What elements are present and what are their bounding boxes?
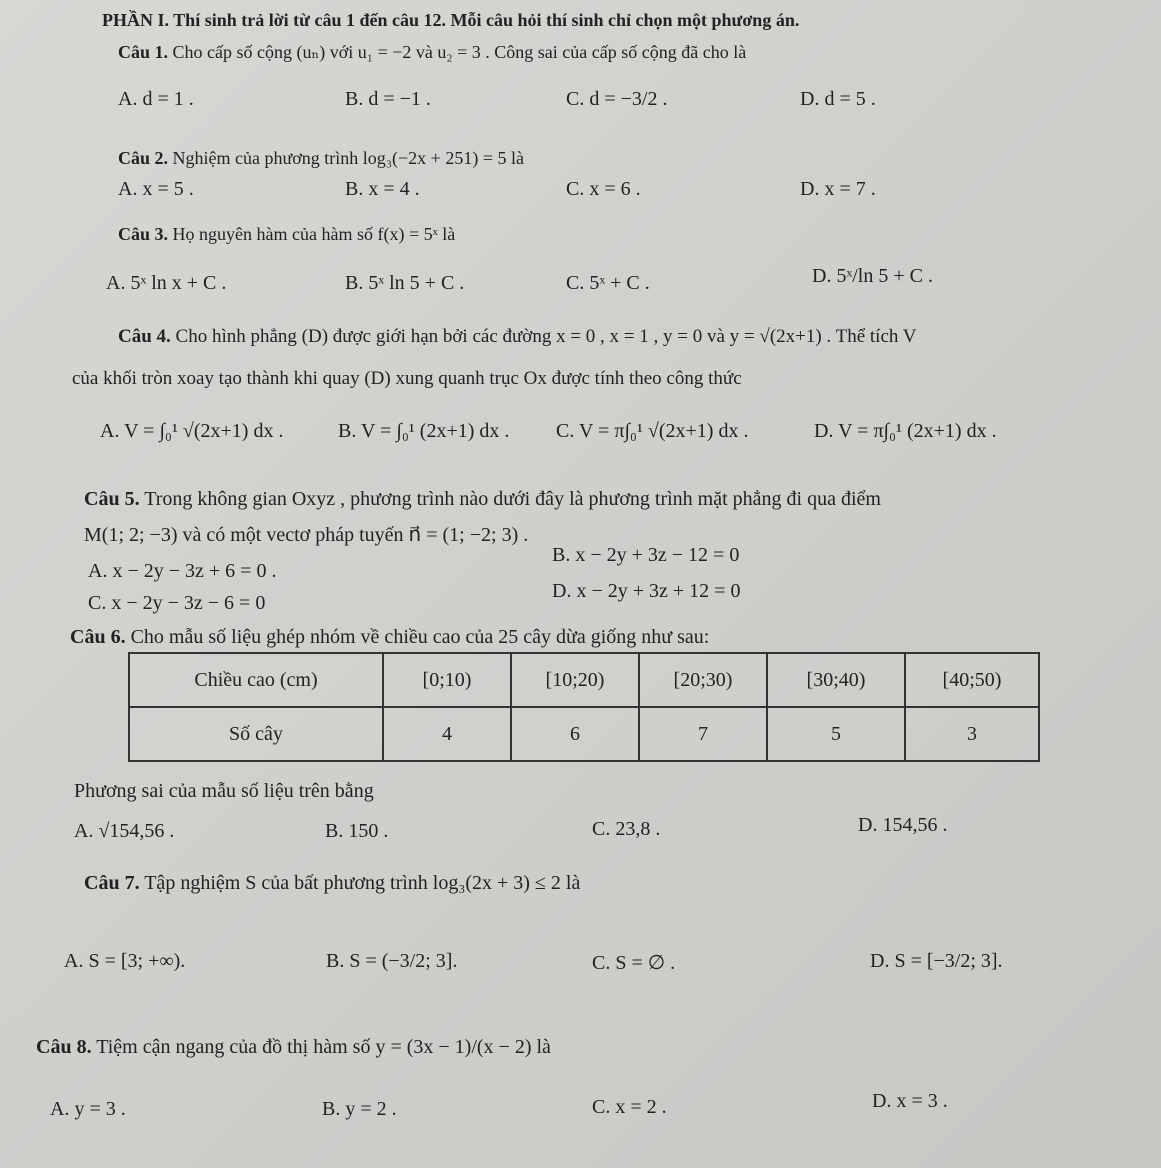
q7-option-c[interactable]: C. S = ∅ . bbox=[592, 952, 676, 974]
table-cell: 7 bbox=[639, 707, 767, 761]
question-label: Câu 5. bbox=[84, 488, 140, 510]
question-text: Tập nghiệm S của bất phương trình log₃(2x + 3) ≤ 2 là bbox=[144, 872, 581, 894]
q3-option-c[interactable]: C. 5ˣ + C . bbox=[566, 272, 650, 294]
q4-option-a[interactable]: A. V = ∫₀¹ √(2x+1) dx . bbox=[100, 420, 284, 442]
section-header: PHẦN I. Thí sinh trả lời từ câu 1 đến câu 12. Mỗi câu hỏi thí sinh chỉ chọn một phương án. bbox=[102, 10, 800, 30]
q5-option-b[interactable]: B. x − 2y + 3z − 12 = 0 bbox=[552, 544, 740, 566]
table-header-cell: [30;40) bbox=[767, 653, 905, 707]
q5-option-d[interactable]: D. x − 2y + 3z + 12 = 0 bbox=[552, 580, 741, 602]
q4-option-b[interactable]: B. V = ∫₀¹ (2x+1) dx . bbox=[338, 420, 510, 442]
question-label: Câu 7. bbox=[84, 872, 140, 894]
q7-option-d[interactable]: D. S = [−3/2; 3]. bbox=[870, 950, 1003, 972]
table-row bbox=[129, 653, 1039, 707]
question-5 bbox=[84, 488, 881, 511]
q5-option-c[interactable]: C. x − 2y − 3z − 6 = 0 bbox=[88, 592, 266, 614]
question-label: Câu 4. bbox=[118, 326, 171, 347]
q8-option-a[interactable]: A. y = 3 . bbox=[50, 1098, 126, 1120]
q8-option-b[interactable]: B. y = 2 . bbox=[322, 1098, 397, 1120]
q8-option-c[interactable]: C. x = 2 . bbox=[592, 1096, 667, 1118]
data-table bbox=[128, 652, 1040, 762]
q3-option-d[interactable]: D. 5ˣ/ln 5 + C . bbox=[812, 265, 933, 287]
q1-option-b[interactable]: B. d = −1 . bbox=[345, 88, 431, 110]
q2-option-b[interactable]: B. x = 4 . bbox=[345, 178, 420, 200]
question-4-line2: của khối tròn xoay tạo thành khi quay (D) xung quanh trục Ox được tính theo công thức bbox=[72, 368, 742, 389]
question-label: Câu 3. bbox=[118, 224, 169, 244]
question-6 bbox=[70, 626, 709, 649]
q6-option-b[interactable]: B. 150 . bbox=[325, 820, 389, 842]
table-cell: 5 bbox=[767, 707, 905, 761]
q1-option-a[interactable]: A. d = 1 . bbox=[118, 88, 194, 110]
q5-option-a[interactable]: A. x − 2y − 3z + 6 = 0 . bbox=[88, 560, 277, 582]
table-cell: 3 bbox=[905, 707, 1039, 761]
question-text: Họ nguyên hàm của hàm số f(x) = 5ˣ là bbox=[172, 224, 456, 244]
q3-option-a[interactable]: A. 5ˣ ln x + C . bbox=[106, 272, 227, 294]
question-label: Câu 8. bbox=[36, 1036, 92, 1058]
question-text: Cho hình phẳng (D) được giới hạn bởi các đường x = 0 , x = 1 , y = 0 và y = √(2x+1) . Thể tích V bbox=[175, 326, 917, 347]
question-3 bbox=[118, 224, 455, 245]
question-2 bbox=[118, 148, 524, 169]
q7-option-a[interactable]: A. S = [3; +∞). bbox=[64, 950, 186, 972]
q2-option-d[interactable]: D. x = 7 . bbox=[800, 178, 876, 200]
question-6-line2: Phương sai của mẫu số liệu trên bằng bbox=[74, 780, 374, 802]
table-header-cell: Chiều cao (cm) bbox=[129, 653, 383, 707]
question-text: Trong không gian Oxyz , phương trình nào dưới đây là phương trình mặt phẳng đi qua điểm bbox=[144, 488, 881, 510]
question-text: Tiệm cận ngang của đồ thị hàm số y = (3x − 1)/(x − 2) là bbox=[96, 1036, 551, 1058]
question-label: Câu 2. bbox=[118, 148, 169, 168]
q6-option-a[interactable]: A. √154,56 . bbox=[74, 820, 175, 842]
table-cell: Số cây bbox=[129, 707, 383, 761]
q8-option-d[interactable]: D. x = 3 . bbox=[872, 1090, 948, 1112]
question-4 bbox=[118, 326, 917, 348]
question-label: Câu 1. bbox=[118, 42, 169, 62]
q1-option-c[interactable]: C. d = −3/2 . bbox=[566, 88, 668, 110]
table-header-cell: [0;10) bbox=[383, 653, 511, 707]
table-cell: 6 bbox=[511, 707, 639, 761]
q2-option-a[interactable]: A. x = 5 . bbox=[118, 178, 194, 200]
question-1 bbox=[118, 42, 746, 63]
question-text: Nghiệm của phương trình log₃(−2x + 251) = 5 là bbox=[172, 148, 524, 168]
question-7 bbox=[84, 872, 580, 895]
table-header-cell: [40;50) bbox=[905, 653, 1039, 707]
table-row bbox=[129, 707, 1039, 761]
q6-option-d[interactable]: D. 154,56 . bbox=[858, 814, 948, 836]
question-label: Câu 6. bbox=[70, 626, 126, 648]
q7-option-b[interactable]: B. S = (−3/2; 3]. bbox=[326, 950, 458, 972]
q3-option-b[interactable]: B. 5ˣ ln 5 + C . bbox=[345, 272, 465, 294]
question-5-line2: M(1; 2; −3) và có một vectơ pháp tuyến n⃗ = (1; −2; 3) . bbox=[84, 524, 529, 546]
q1-option-d[interactable]: D. d = 5 . bbox=[800, 88, 876, 110]
q2-option-c[interactable]: C. x = 6 . bbox=[566, 178, 641, 200]
question-text: Cho cấp số cộng (uₙ) với u₁ = −2 và u₂ = 3 . Công sai của cấp số cộng đã cho là bbox=[172, 42, 747, 62]
q6-option-c[interactable]: C. 23,8 . bbox=[592, 818, 661, 840]
question-text: Cho mẫu số liệu ghép nhóm về chiều cao của 25 cây dừa giống như sau: bbox=[130, 626, 710, 648]
question-8 bbox=[36, 1036, 551, 1059]
table-header-cell: [20;30) bbox=[639, 653, 767, 707]
table-header-cell: [10;20) bbox=[511, 653, 639, 707]
q4-option-d[interactable]: D. V = π∫₀¹ (2x+1) dx . bbox=[814, 420, 997, 442]
table-cell: 4 bbox=[383, 707, 511, 761]
q4-option-c[interactable]: C. V = π∫₀¹ √(2x+1) dx . bbox=[556, 420, 749, 442]
